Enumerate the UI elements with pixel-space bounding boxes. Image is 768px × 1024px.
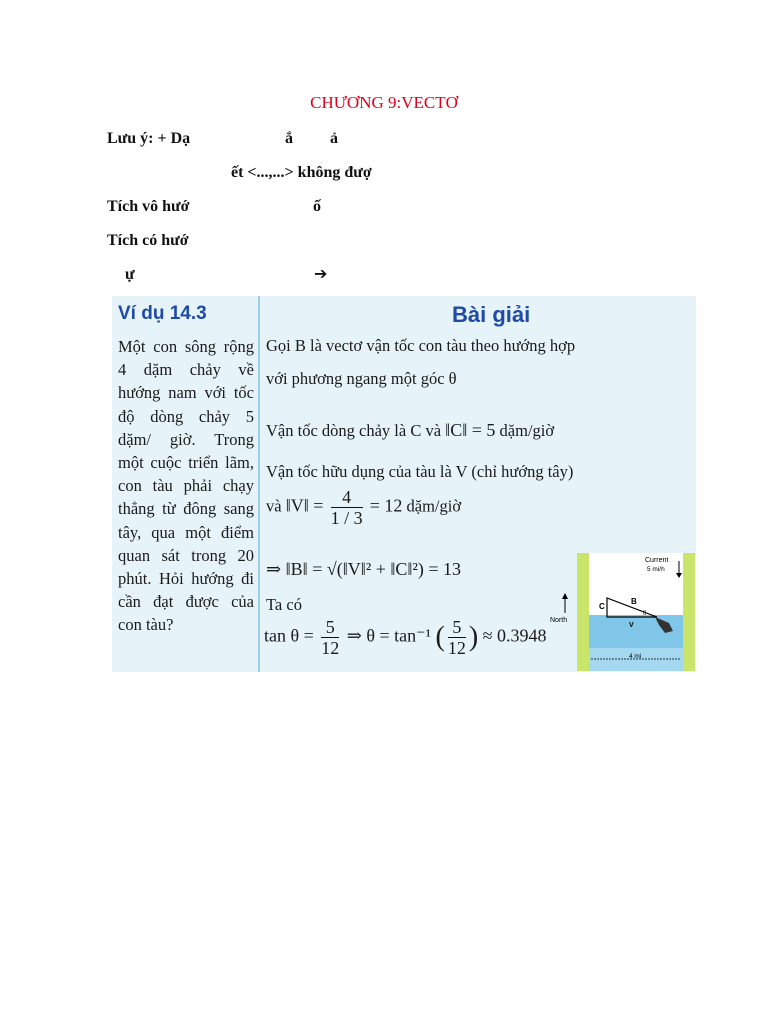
north-label: North [550,617,568,624]
solution-line-5-prefix: và [266,496,282,516]
left-paren: ( [435,621,445,653]
speed-v-unit: dặm/giờ [406,496,462,516]
fraction-denominator: 12 [321,638,340,658]
fraction-numerator: 4 [331,487,363,508]
speed-v-rhs: = 12 [369,495,403,516]
label-v: V [629,622,634,629]
speed-b-equation: ⇒ ‖B‖ = √(‖V‖² + ‖C‖²) = 13 [266,559,462,579]
label-b: B [631,597,637,606]
tan-theta: tan θ = [264,625,314,646]
label-c: C [599,602,605,611]
fraction-numerator: 5 [321,617,339,638]
right-paren: ) [468,621,479,653]
angle-equation [264,617,547,658]
solution-line-2: với phương ngang một góc θ [266,369,457,388]
solution-line-3-text: Vận tốc dòng chảy là C và [266,421,442,440]
solution-line-4: Vận tốc hữu dụng của tàu là V (chỉ hướng tây) [266,462,574,481]
scalar-product-line: Tích vô hướ [107,198,190,215]
right-bank [683,553,695,671]
fraction-4-over-1-3 [331,487,363,528]
fraction-5-over-12-b [448,617,466,658]
fraction-denominator: 12 [447,638,466,658]
current-speed-label: 5 mi/h [647,566,665,573]
example-body: Một con sông rộng 4 dặm chảy về hướng nam với tốc độ dòng chảy 5 dặm/ giờ. Trong một cuộc triển lãm, con tàu phải chạy thẳng từ đông sang tây, qua một điểm quan sát trong 20 phút. Hỏi hướng đi cần đạt được của con tàu? [118,337,254,635]
note-fragment-2: ả [330,130,338,147]
solution-line-7: Ta có [266,595,302,614]
note-fragment-1: ắ [285,130,293,147]
fraction-numerator: 5 [448,617,466,638]
fraction-denominator: 1 / 3 [330,508,363,528]
note-fragment-3: ố [313,198,321,215]
note-line-2: ết <...,...> không đượ [231,164,372,181]
fraction-5-over-12 [321,617,339,658]
solution-line-1: Gọi B là vectơ vận tốc con tàu theo hướng hợp [266,336,576,355]
arrow-right-icon: ➔ [314,264,328,283]
speed-v-lhs: ‖V‖ = [285,495,324,516]
figure-divider [258,296,260,672]
chapter-title: CHƯƠNG 9:VECTƠ [310,93,458,112]
solution-title: Bài giải [452,302,531,327]
theta-arctan: ⇒ θ = tan⁻¹ [346,625,432,646]
solution-line-5 [266,487,461,528]
current-label: Current [645,557,669,564]
label-theta: θ [643,609,647,617]
speed-c-unit: dặm/giờ [499,421,555,440]
solution-line-3 [266,420,554,441]
example-title: Ví dụ 14.3 [118,303,207,324]
river-diagram [550,553,695,671]
width-label: 4 mi [629,653,642,660]
note-line-1: Lưu ý: + Dạ [107,130,191,147]
theta-result: ≈ 0.3948 [482,625,547,646]
note-fragment-4: ự [125,266,135,283]
left-bank [577,553,589,671]
vector-product-line: Tích có hướ [107,232,189,249]
speed-c-math: ‖C‖ = 5 [445,420,496,440]
